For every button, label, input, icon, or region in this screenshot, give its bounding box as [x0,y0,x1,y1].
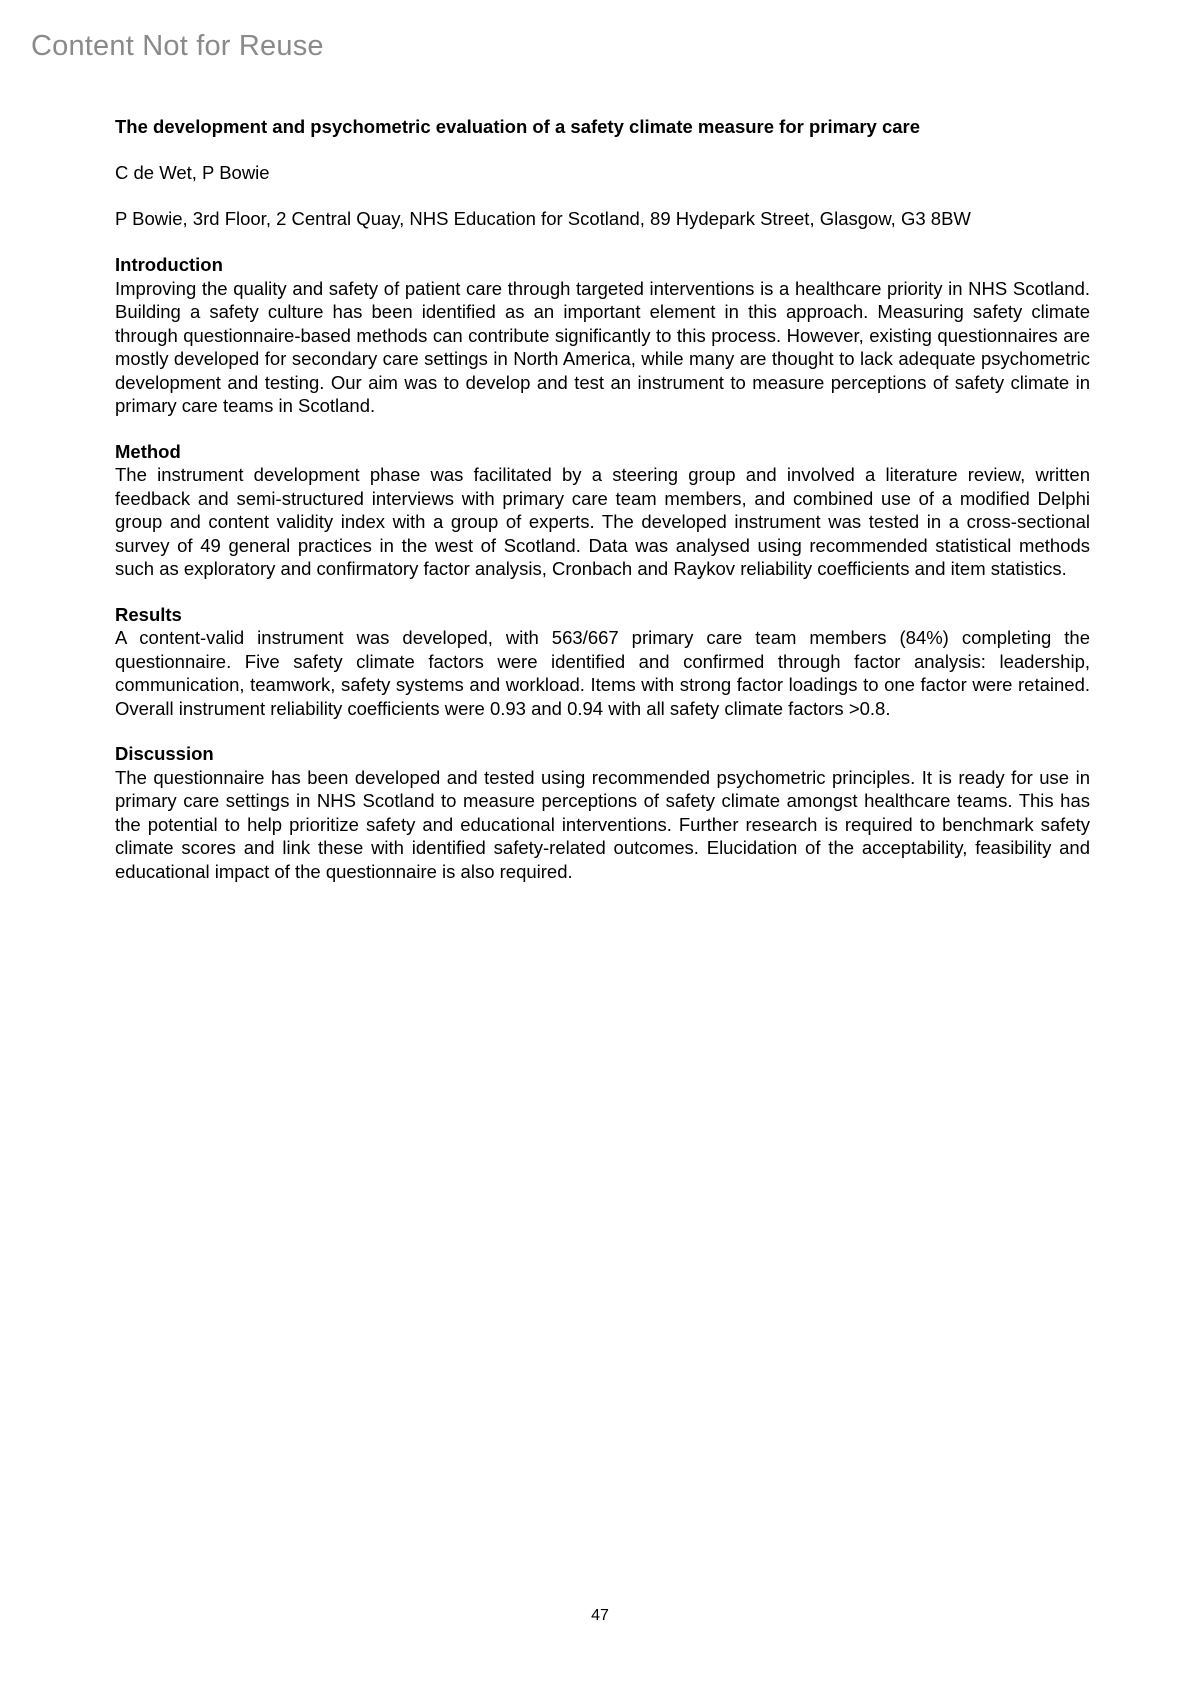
watermark-text: Content Not for Reuse [31,30,324,62]
section-discussion [115,742,1090,883]
paper-title: The development and psychometric evaluation of a safety climate measure for primary care [115,116,921,137]
section-heading: Discussion [115,743,214,764]
section-text: Improving the quality and safety of patient care through targeted interventions is a healthcare priority in NHS Scotland. Building a safety culture has been identified as an important element in this approach. Measuring safety climate through questionnaire-based methods can contribute significantly to this process. However, existing questionnaires are mostly developed for secondary care settings in North America, while many are thought to lack adequate psychometric development and testing. Our aim was to develop and test an instrument to measure perceptions of safety climate in primary care teams in Scotland. [115,277,1090,416]
section-method [115,440,1090,581]
section-text: The instrument development phase was facilitated by a steering group and involved a literature review, written feedback and semi-structured interviews with primary care team members, and combined use of a modified Delphi group and content validity index with a group of experts. The developed instrument was tested in a cross-sectional survey of 49 general practices in the west of Scotland. Data was analysed using recommended statistical methods such as exploratory and confirmatory factor analysis, Cronbach and Raykov reliability coefficients and item statistics. [115,464,1090,579]
section-text: A content-valid instrument was developed, with 563/667 primary care team members (84%) completing the questionnaire. Five safety climate factors were identified and confirmed through factor analysis: leadership, communication, teamwork, safety systems and workload. Items with strong factor loadings to one factor were retained. Overall instrument reliability coefficients were 0.93 and 0.94 with all safety climate factors >0.8. [115,627,1090,719]
document-body [115,115,1090,883]
section-text: The questionnaire has been developed and tested using recommended psychometric principles. It is ready for use in primary care settings in NHS Scotland to measure perceptions of safety climate amongst healthcare teams. This has the potential to help prioritize safety and educational interventions. Further research is required to benchmark safety climate scores and link these with identified safety-related outcomes. Elucidation of the acceptability, feasibility and educational impact of the questionnaire is also required. [115,766,1090,882]
section-results [115,603,1090,721]
section-introduction [115,253,1090,418]
author-list: C de Wet, P Bowie [115,162,270,183]
correspondence-address: P Bowie, 3rd Floor, 2 Central Quay, NHS Education for Scotland, 89 Hydepark Street, Glasgow, G3 8BW [115,208,971,229]
section-heading: Introduction [115,254,223,275]
section-heading: Method [115,440,181,462]
section-heading: Results [115,603,182,625]
page-number: 47 [591,1607,609,1624]
